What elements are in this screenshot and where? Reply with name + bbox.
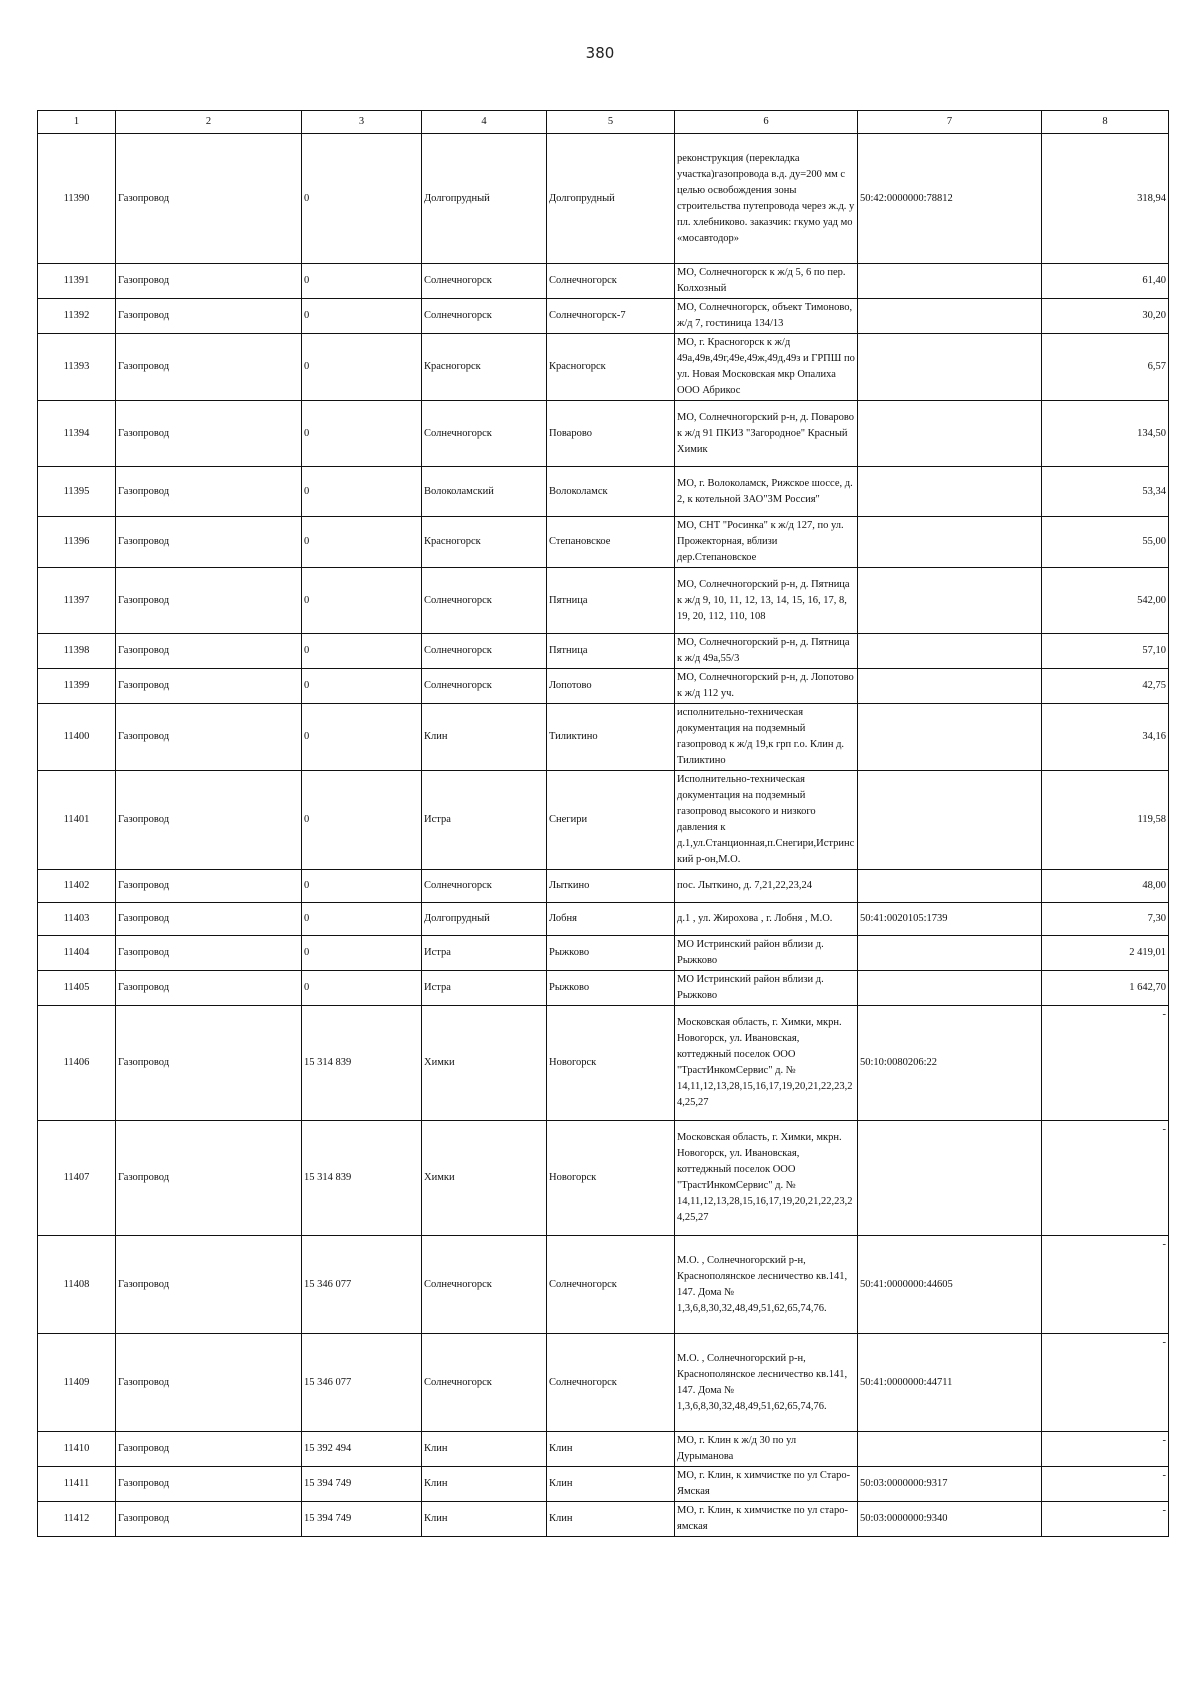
cell-value: 15 394 749 (302, 1467, 422, 1502)
municipality: Химки (422, 1121, 547, 1236)
address: МО, Солнечногорск к ж/д 5, 6 по пер. Колхозный (675, 264, 858, 299)
municipality: Солнечногорск (422, 401, 547, 467)
locality: Клин (547, 1502, 675, 1537)
length-value: 7,30 (1042, 903, 1169, 936)
cell-value: 0 (302, 334, 422, 401)
table-row (38, 517, 1169, 568)
address: МО, г. Клин, к химчистке по ул старо- ямская (675, 1502, 858, 1537)
row-number: 11412 (38, 1502, 116, 1537)
cell-value: 0 (302, 903, 422, 936)
locality: Красногорск (547, 334, 675, 401)
row-number: 11393 (38, 334, 116, 401)
length-value: 119,58 (1042, 771, 1169, 870)
object-type: Газопровод (116, 1334, 302, 1432)
cadastral-number (858, 704, 1042, 771)
row-number: 11404 (38, 936, 116, 971)
length-value: 6,57 (1042, 334, 1169, 401)
municipality: Клин (422, 704, 547, 771)
column-header: 5 (547, 111, 675, 134)
length-value: - (1042, 1121, 1169, 1236)
address: Московская область, г. Химки, мкрн. Новогорск, ул. Ивановская, коттеджный поселок ООО "ТрастИнкомСервис" д. № 14,11,12,13,28,15,16,17,19,20,21,22,23,24,25,27 (675, 1121, 858, 1236)
table-row (38, 467, 1169, 517)
object-type: Газопровод (116, 134, 302, 264)
locality: Клин (547, 1432, 675, 1467)
object-type: Газопровод (116, 334, 302, 401)
row-number: 11405 (38, 971, 116, 1006)
object-type: Газопровод (116, 669, 302, 704)
row-number: 11394 (38, 401, 116, 467)
object-type: Газопровод (116, 568, 302, 634)
locality: Снегири (547, 771, 675, 870)
cell-value: 0 (302, 467, 422, 517)
address: МО, г. Красногорск к ж/д 49а,49в,49г,49е,49ж,49д,49з и ГРПШ по ул. Новая Московская мкр Опалиха ООО Абрикос (675, 334, 858, 401)
address: М.О. , Солнечногорский р-н, Краснополянское лесничество кв.141, 147. Дома № 1,3,6,8,30,32,48,49,51,62,65,74,76. (675, 1334, 858, 1432)
column-header: 1 (38, 111, 116, 134)
table-row (38, 971, 1169, 1006)
row-number: 11402 (38, 870, 116, 903)
cadastral-number: 50:41:0000000:44711 (858, 1334, 1042, 1432)
table-row (38, 1502, 1169, 1537)
locality: Солнечногорск-7 (547, 299, 675, 334)
address: МО, г. Клин к ж/д 30 по ул Дурыманова (675, 1432, 858, 1467)
cadastral-number: 50:41:0000000:44605 (858, 1236, 1042, 1334)
locality: Рыжково (547, 936, 675, 971)
length-value: - (1042, 1334, 1169, 1432)
cadastral-number (858, 870, 1042, 903)
object-type: Газопровод (116, 401, 302, 467)
object-type: Газопровод (116, 517, 302, 568)
cell-value: 0 (302, 264, 422, 299)
cell-value: 0 (302, 771, 422, 870)
length-value: 318,94 (1042, 134, 1169, 264)
municipality: Солнечногорск (422, 634, 547, 669)
cadastral-number (858, 401, 1042, 467)
length-value: - (1042, 1006, 1169, 1121)
cell-value: 15 392 494 (302, 1432, 422, 1467)
locality: Пятница (547, 568, 675, 634)
length-value: 34,16 (1042, 704, 1169, 771)
row-number: 11409 (38, 1334, 116, 1432)
table-row (38, 1121, 1169, 1236)
locality: Солнечногорск (547, 1236, 675, 1334)
table-row (38, 669, 1169, 704)
object-type: Газопровод (116, 1502, 302, 1537)
object-type: Газопровод (116, 467, 302, 517)
cell-value: 0 (302, 971, 422, 1006)
cadastral-number (858, 1432, 1042, 1467)
table-row (38, 1432, 1169, 1467)
municipality: Клин (422, 1467, 547, 1502)
length-value: 53,34 (1042, 467, 1169, 517)
cell-value: 0 (302, 568, 422, 634)
table-row (38, 771, 1169, 870)
address: пос. Лыткино, д. 7,21,22,23,24 (675, 870, 858, 903)
row-number: 11395 (38, 467, 116, 517)
length-value: - (1042, 1236, 1169, 1334)
address: МО, Солнечногорский р-н, д. Пятница к ж/д 49а,55/3 (675, 634, 858, 669)
municipality: Истра (422, 771, 547, 870)
municipality: Солнечногорск (422, 870, 547, 903)
object-type: Газопровод (116, 903, 302, 936)
address: МО, Солнечногорский р-н, д. Пятница к ж/д 9, 10, 11, 12, 13, 14, 15, 16, 17, 8, 19, 20, 112, 110, 108 (675, 568, 858, 634)
cadastral-number (858, 771, 1042, 870)
municipality: Долгопрудный (422, 134, 547, 264)
address: МО, г. Клин, к химчистке по ул Старо- Ямская (675, 1467, 858, 1502)
table-row (38, 134, 1169, 264)
locality: Новогорск (547, 1006, 675, 1121)
object-type: Газопровод (116, 299, 302, 334)
cell-value: 15 314 839 (302, 1006, 422, 1121)
address: МО, Солнечногорский р-н, д. Поварово к ж/д 91 ПКИЗ "Загородное" Красный Химик (675, 401, 858, 467)
object-type: Газопровод (116, 936, 302, 971)
row-number: 11407 (38, 1121, 116, 1236)
municipality: Истра (422, 936, 547, 971)
municipality: Клин (422, 1502, 547, 1537)
object-type: Газопровод (116, 771, 302, 870)
table-row (38, 401, 1169, 467)
locality: Лопотово (547, 669, 675, 704)
registry-table (37, 110, 1169, 1537)
cell-value: 0 (302, 517, 422, 568)
row-number: 11401 (38, 771, 116, 870)
table-row (38, 1006, 1169, 1121)
object-type: Газопровод (116, 1467, 302, 1502)
municipality: Солнечногорск (422, 1334, 547, 1432)
row-number: 11399 (38, 669, 116, 704)
length-value: - (1042, 1432, 1169, 1467)
column-header: 8 (1042, 111, 1169, 134)
row-number: 11398 (38, 634, 116, 669)
cadastral-number: 50:41:0020105:1739 (858, 903, 1042, 936)
row-number: 11410 (38, 1432, 116, 1467)
municipality: Красногорск (422, 517, 547, 568)
row-number: 11400 (38, 704, 116, 771)
municipality: Истра (422, 971, 547, 1006)
column-header: 6 (675, 111, 858, 134)
municipality: Солнечногорск (422, 1236, 547, 1334)
locality: Солнечногорск (547, 264, 675, 299)
cell-value: 15 346 077 (302, 1334, 422, 1432)
table-row (38, 903, 1169, 936)
length-value: 42,75 (1042, 669, 1169, 704)
cadastral-number: 50:42:0000000:78812 (858, 134, 1042, 264)
table-row (38, 1467, 1169, 1502)
address: Московская область, г. Химки, мкрн. Новогорск, ул. Ивановская, коттеджный поселок ООО "ТрастИнкомСервис" д. № 14,11,12,13,28,15,16,17,19,20,21,22,23,24,25,27 (675, 1006, 858, 1121)
object-type: Газопровод (116, 264, 302, 299)
object-type: Газопровод (116, 1121, 302, 1236)
locality: Новогорск (547, 1121, 675, 1236)
length-value: 542,00 (1042, 568, 1169, 634)
length-value: 57,10 (1042, 634, 1169, 669)
address: исполнительно-техническая документация на подземный газопровод к ж/д 19,к грп г.о. Клин д. Тиликтино (675, 704, 858, 771)
row-number: 11406 (38, 1006, 116, 1121)
locality: Солнечногорск (547, 1334, 675, 1432)
cadastral-number (858, 334, 1042, 401)
cell-value: 0 (302, 401, 422, 467)
table-row (38, 334, 1169, 401)
locality: Лыткино (547, 870, 675, 903)
cadastral-number (858, 634, 1042, 669)
object-type: Газопровод (116, 634, 302, 669)
row-number: 11408 (38, 1236, 116, 1334)
column-header: 3 (302, 111, 422, 134)
locality: Тиликтино (547, 704, 675, 771)
cadastral-number (858, 568, 1042, 634)
municipality: Солнечногорск (422, 264, 547, 299)
table-row (38, 870, 1169, 903)
table-row (38, 1334, 1169, 1432)
column-header: 2 (116, 111, 302, 134)
length-value: 30,20 (1042, 299, 1169, 334)
cadastral-number (858, 971, 1042, 1006)
cadastral-number: 50:10:0080206:22 (858, 1006, 1042, 1121)
address: МО Истринский район вблизи д. Рыжково (675, 936, 858, 971)
locality: Лобня (547, 903, 675, 936)
row-number: 11403 (38, 903, 116, 936)
column-header: 7 (858, 111, 1042, 134)
address: МО, г. Волоколамск, Рижское шоссе, д. 2, к котельной ЗАО"3М Россия" (675, 467, 858, 517)
length-value: 2 419,01 (1042, 936, 1169, 971)
address: МО, Солнечногорский р-н, д. Лопотово к ж/д 112 уч. (675, 669, 858, 704)
length-value: - (1042, 1467, 1169, 1502)
locality: Клин (547, 1467, 675, 1502)
table-row (38, 299, 1169, 334)
object-type: Газопровод (116, 971, 302, 1006)
row-number: 11391 (38, 264, 116, 299)
address: д.1 , ул. Жирохова , г. Лобня , М.О. (675, 903, 858, 936)
cadastral-number (858, 517, 1042, 568)
cell-value: 0 (302, 634, 422, 669)
page-number: 380 (585, 44, 615, 62)
municipality: Клин (422, 1432, 547, 1467)
object-type: Газопровод (116, 870, 302, 903)
table-row (38, 704, 1169, 771)
locality: Волоколамск (547, 467, 675, 517)
municipality: Долгопрудный (422, 903, 547, 936)
cadastral-number (858, 467, 1042, 517)
address: Исполнительно-техническая документация на подземный газопровод высокого и низкого давления к д.1,ул.Станционная,п.Снегири,Истринский р-он,М.О. (675, 771, 858, 870)
cadastral-number (858, 936, 1042, 971)
table-row (38, 568, 1169, 634)
locality: Долгопрудный (547, 134, 675, 264)
row-number: 11392 (38, 299, 116, 334)
cell-value: 0 (302, 870, 422, 903)
row-number: 11411 (38, 1467, 116, 1502)
object-type: Газопровод (116, 704, 302, 771)
address: МО, СНТ "Росинка" к ж/д 127, по ул. Прожекторная, вблизи дер.Степановское (675, 517, 858, 568)
cadastral-number (858, 1121, 1042, 1236)
table-row (38, 936, 1169, 971)
cell-value: 0 (302, 936, 422, 971)
cadastral-number: 50:03:0000000:9340 (858, 1502, 1042, 1537)
municipality: Солнечногорск (422, 669, 547, 704)
address: МО Истринский район вблизи д. Рыжково (675, 971, 858, 1006)
municipality: Солнечногорск (422, 299, 547, 334)
table-row (38, 1236, 1169, 1334)
cell-value: 15 314 839 (302, 1121, 422, 1236)
row-number: 11396 (38, 517, 116, 568)
length-value: 48,00 (1042, 870, 1169, 903)
object-type: Газопровод (116, 1236, 302, 1334)
cell-value: 0 (302, 704, 422, 771)
length-value: 55,00 (1042, 517, 1169, 568)
column-header: 4 (422, 111, 547, 134)
row-number: 11397 (38, 568, 116, 634)
table-row (38, 264, 1169, 299)
length-value: - (1042, 1502, 1169, 1537)
cadastral-number: 50:03:0000000:9317 (858, 1467, 1042, 1502)
locality: Пятница (547, 634, 675, 669)
cell-value: 0 (302, 134, 422, 264)
header-row (38, 111, 1169, 134)
length-value: 61,40 (1042, 264, 1169, 299)
municipality: Красногорск (422, 334, 547, 401)
cadastral-number (858, 264, 1042, 299)
locality: Рыжково (547, 971, 675, 1006)
cadastral-number (858, 299, 1042, 334)
municipality: Солнечногорск (422, 568, 547, 634)
row-number: 11390 (38, 134, 116, 264)
length-value: 134,50 (1042, 401, 1169, 467)
locality: Поварово (547, 401, 675, 467)
municipality: Волоколамский (422, 467, 547, 517)
object-type: Газопровод (116, 1432, 302, 1467)
object-type: Газопровод (116, 1006, 302, 1121)
cell-value: 15 394 749 (302, 1502, 422, 1537)
address: М.О. , Солнечногорский р-н, Краснополянское лесничество кв.141, 147. Дома № 1,3,6,8,30,32,48,49,51,62,65,74,76. (675, 1236, 858, 1334)
address: реконструкция (перекладка участка)газопровода в.д. ду=200 мм с целью освобождения зоны строительства путепровода через ж.д. у пл. хлебниково. заказчик: гкумо уад мо «мосавтодор» (675, 134, 858, 264)
cell-value: 0 (302, 299, 422, 334)
cell-value: 15 346 077 (302, 1236, 422, 1334)
locality: Степановское (547, 517, 675, 568)
address: МО, Солнечногорск, объект Тимоново, ж/д 7, гостиница 134/13 (675, 299, 858, 334)
cell-value: 0 (302, 669, 422, 704)
cadastral-number (858, 669, 1042, 704)
municipality: Химки (422, 1006, 547, 1121)
table-row (38, 634, 1169, 669)
length-value: 1 642,70 (1042, 971, 1169, 1006)
